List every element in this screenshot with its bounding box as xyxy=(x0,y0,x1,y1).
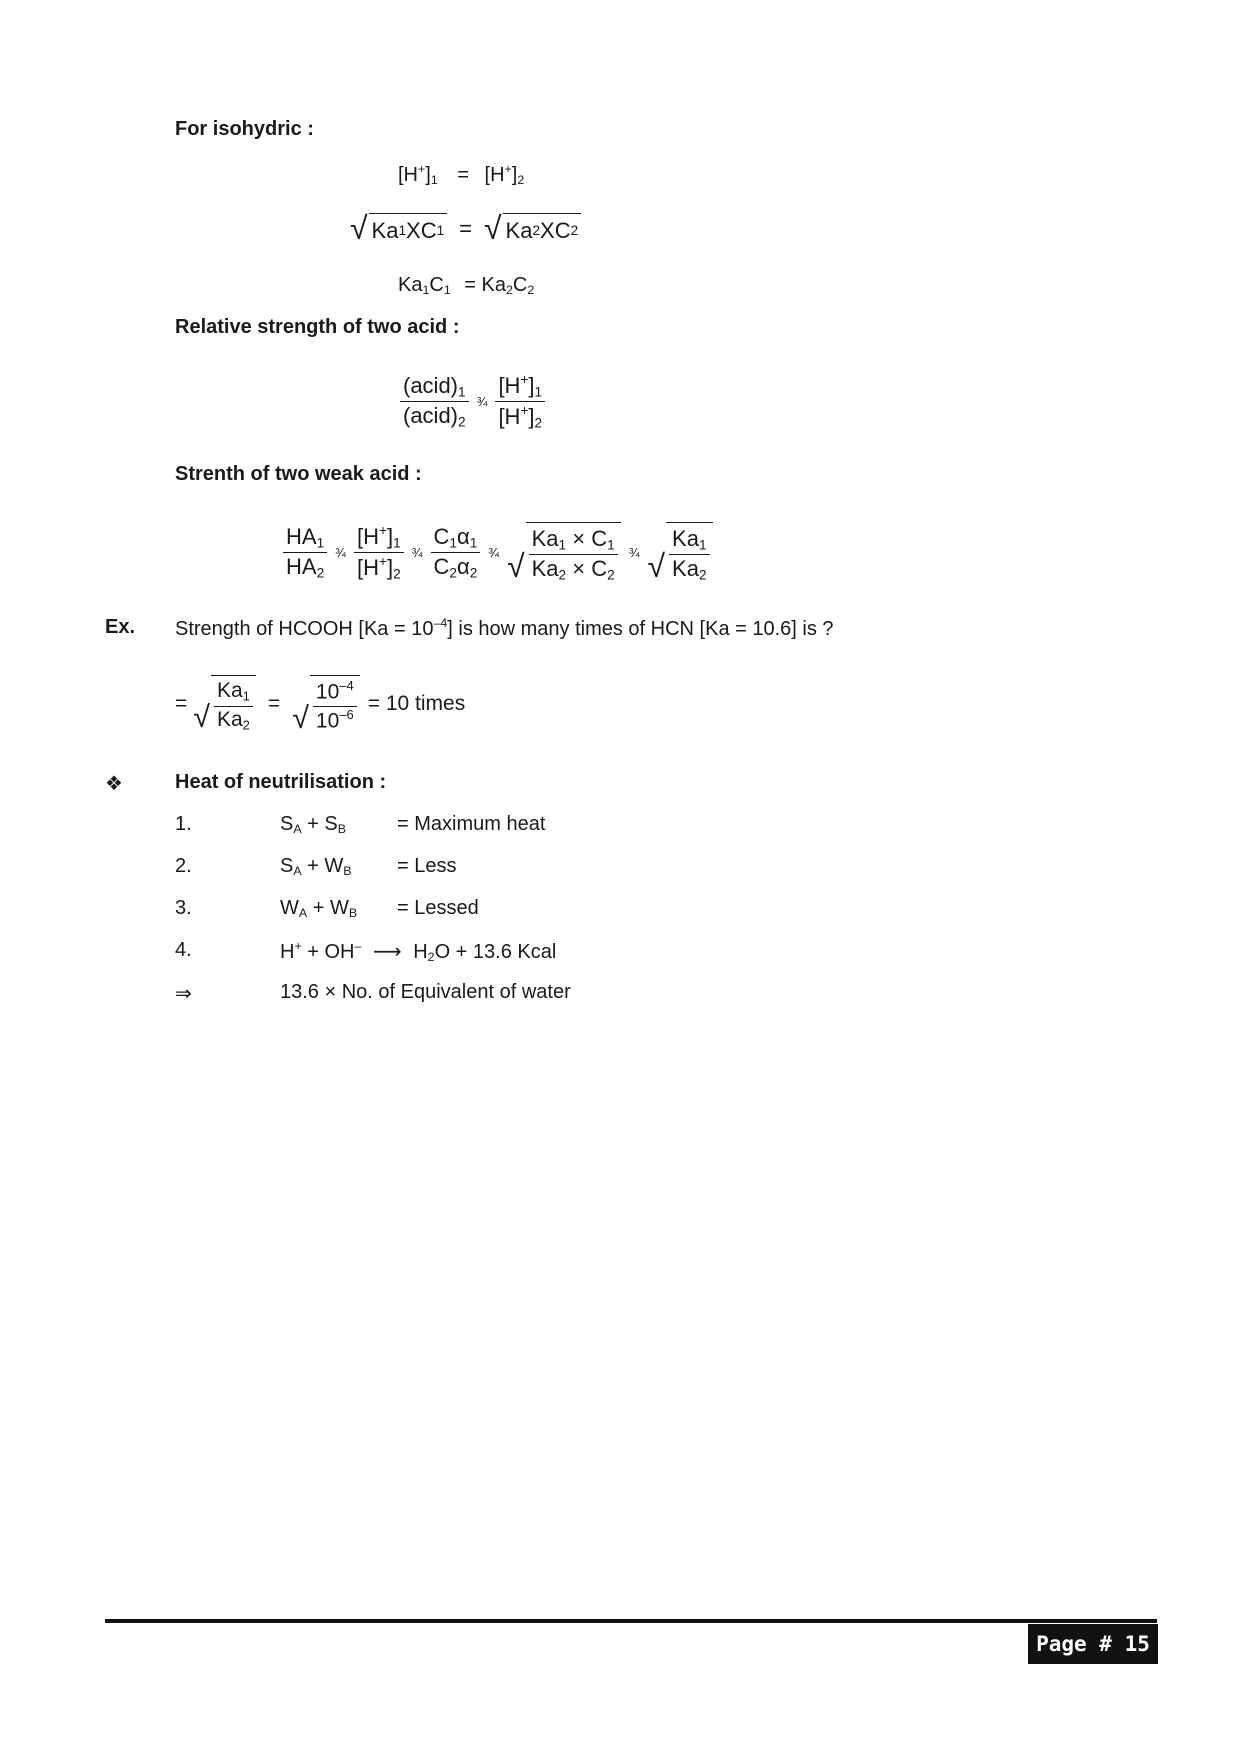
arrow-icon: ⟶ xyxy=(372,941,402,964)
example-question: Strength of HCOOH $[Ka = 10^{-4}]$ is how many times of HCN [Ka = 10.6] is ? xyxy=(175,616,834,641)
equation-isohydric-3: $Ka_1C_1 = Ka_2C_2$ xyxy=(398,274,535,298)
equation-weak-acid: $\frac{HA_1}{HA_2}$ ¾ $\frac{[H^+]_1}{[H^+]_2}$ ¾ $\frac{C_1\alpha_1}{C_2\alpha_2}$ ¾ √ $\frac{Ka_1 \times C_1}{Ka_2 \times C_2}$ ¾ √ $\frac{Ka_1}{Ka_2}$ xyxy=(283,522,713,583)
equation-isohydric-2: √ Ka 1 XC 1 = √ Ka 2 XC 2 xyxy=(350,213,581,245)
section-heading-isohydric: For isohydric : xyxy=(175,118,314,140)
list-item-3-reaction: $W_A + W_B$ xyxy=(280,897,358,921)
section-heading-relative-strength: Relative strength of two acid : xyxy=(175,316,460,338)
list-item-2: 2. xyxy=(175,855,192,877)
page-number-badge: Page # 15 xyxy=(1028,1624,1158,1664)
list-item-1: 1. xyxy=(175,813,192,835)
list-item-2-reaction: $S_A + W_B$ xyxy=(280,855,352,879)
list-item-3: 3. xyxy=(175,897,192,919)
implies-icon: ⇒ xyxy=(175,983,192,1005)
diamond-bullet-icon: ❖ xyxy=(105,773,123,795)
example-label: Ex. xyxy=(105,616,136,638)
list-item-1-result: = Maximum heat xyxy=(397,813,546,835)
section-heading-heat: Heat of neutrilisation : xyxy=(175,771,387,793)
list-item-2-result: = Less xyxy=(397,855,457,877)
example-solution: = √ $\frac{Ka_1}{Ka_2}$ = √ $\frac{10^{-4}}{10^{-6}}$ = 10 times xyxy=(175,675,465,733)
list-item-4: 4. xyxy=(175,939,192,961)
list-item-1-reaction: $S_A + S_B$ xyxy=(280,813,347,837)
implies-text: 13.6 × No. of Equivalent of water xyxy=(280,981,571,1003)
footer-rule xyxy=(105,1619,1157,1623)
list-item-3-result: = Lessed xyxy=(397,897,479,919)
equation-relative-strength: $\frac{(acid)_1}{(acid)_2}$ ¾ $\frac{[H^+]_1}{[H^+]_2}$ xyxy=(400,372,545,431)
section-heading-weak-acid: Strenth of two weak acid : xyxy=(175,463,422,485)
equation-isohydric-1: $[H^+]_1 = [H^+]_2$ xyxy=(398,162,525,188)
list-item-4-reaction: H+ + OH– ⟶ $H_2O + 13.6$ Kcal xyxy=(280,939,557,965)
